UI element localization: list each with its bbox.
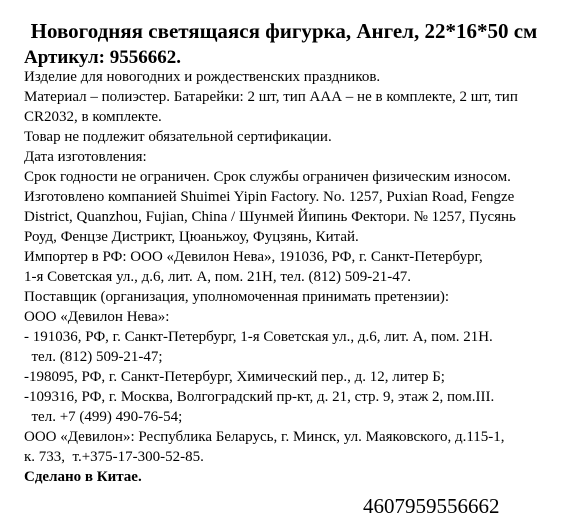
supplier-address-1: - 191036, РФ, г. Санкт-Петербург, 1-я Советская ул., д.6, лит. А, пом. 21Н. (24, 329, 493, 345)
manufacturer-line-cont: District, Quanzhou, Fujian, China / Шунмей Йипинь Фектори. № 1257, Пусянь (24, 209, 516, 225)
supplier-name: ООО «Девилон Нева»: (24, 309, 170, 325)
material-line-cont: CR2032, в комплекте. (24, 109, 162, 125)
purpose-line: Изделие для новогодних и рождественских праздников. (24, 69, 381, 85)
manufacture-date-line: Дата изготовления: (24, 149, 147, 165)
belarus-office-line-cont: к. 733, т.+375-17-300-52-85. (24, 449, 204, 465)
supplier-address-3: -109316, РФ, г. Москва, Волгоградский пр-кт, д. 21, стр. 9, этаж 2, пом.III. (24, 389, 495, 405)
label-body (24, 67, 564, 487)
belarus-office-line: ООО «Девилон»: Республика Беларусь, г. Минск, ул. Маяковского, д.115-1, (24, 429, 505, 445)
importer-line-cont: 1-я Советская ул., д.6, лит. А, пом. 21Н, тел. (812) 509-21-47. (24, 269, 412, 285)
country-of-origin: Сделано в Китае. (24, 469, 142, 485)
article-number: Артикул: 9556662. (24, 47, 182, 68)
manufacturer-line-cont: Роуд, Фенцзе Дистрикт, Цюаньжоу, Фуцзянь, Китай. (24, 229, 359, 245)
manufacturer-line: Изготовлено компанией Shuimei Yipin Factory. No. 1257, Puxian Road, Fengze (24, 189, 515, 205)
supplier-phone-1: тел. (812) 509-21-47; (24, 349, 163, 365)
barcode-number: 4607959556662 (363, 494, 500, 518)
supplier-heading: Поставщик (организация, уполномоченная принимать претензии): (24, 289, 450, 305)
importer-line: Импортер в РФ: ООО «Девилон Нева», 191036, РФ, г. Санкт-Петербург, (24, 249, 483, 265)
certification-line: Товар не подлежит обязательной сертификации. (24, 129, 332, 145)
product-title: Новогодняя светящаяся фигурка, Ангел, 22*16*50 см (30, 19, 538, 43)
supplier-phone-3: тел. +7 (499) 490-76-54; (24, 409, 183, 425)
supplier-address-2: -198095, РФ, г. Санкт-Петербург, Химический пер., д. 12, литер Б; (24, 369, 445, 385)
shelf-life-line: Срок годности не ограничен. Срок службы ограничен физическим износом. (24, 169, 511, 185)
material-line: Материал – полиэстер. Батарейки: 2 шт, тип ААА – не в комплекте, 2 шт, тип (24, 89, 518, 105)
